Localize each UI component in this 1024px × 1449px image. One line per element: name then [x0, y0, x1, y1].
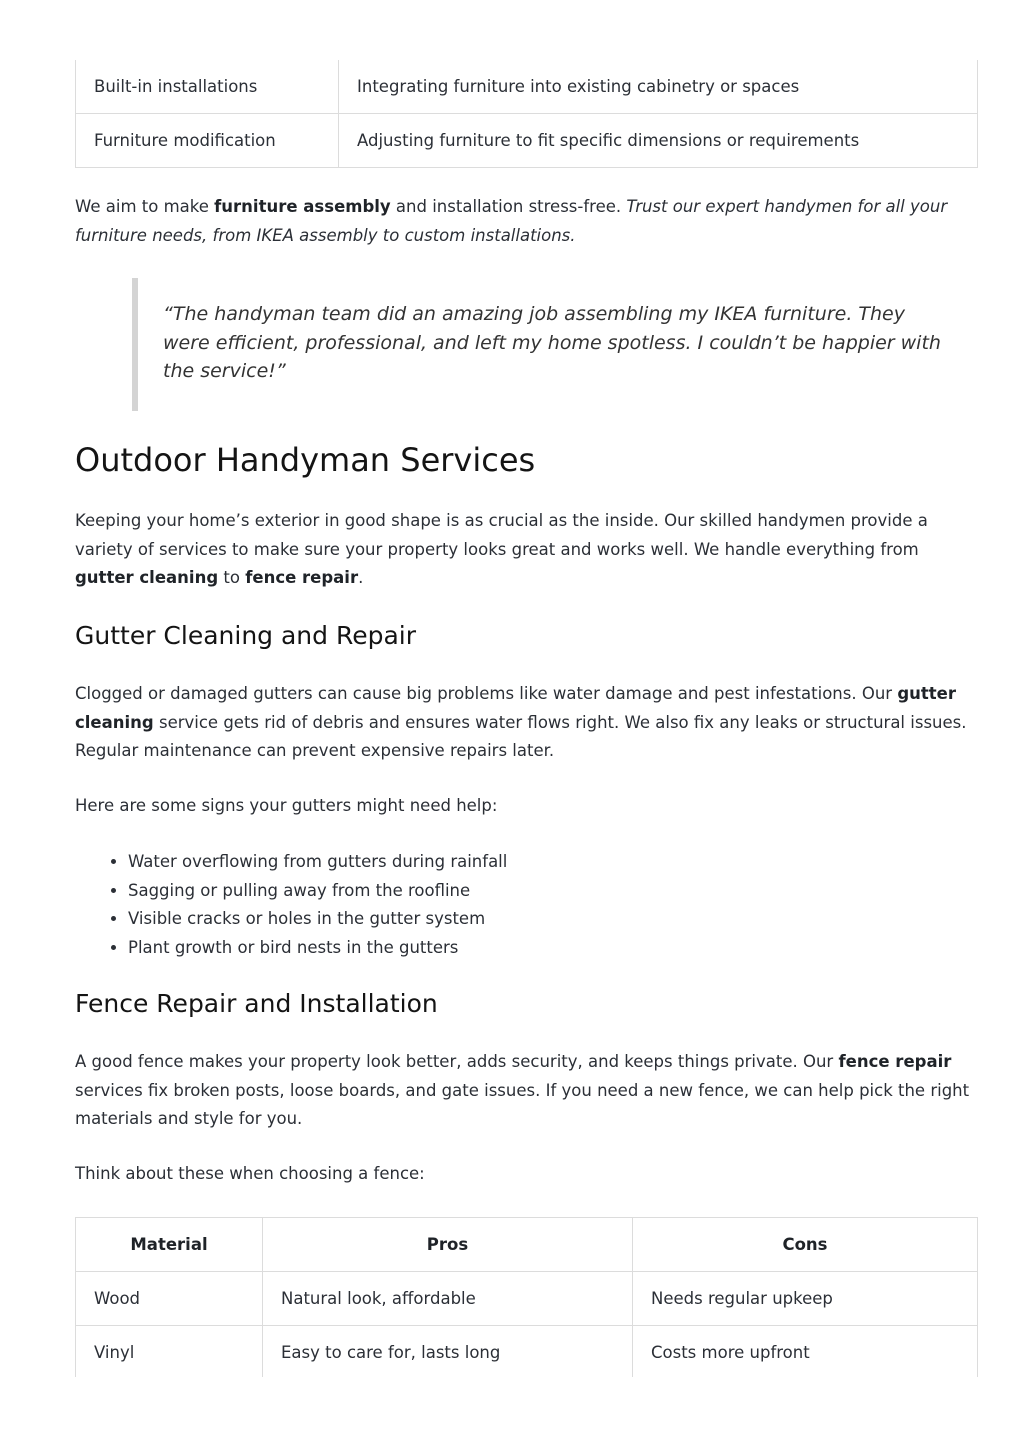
table-cell: Needs regular upkeep	[633, 1272, 978, 1326]
text-span: to	[218, 568, 246, 587]
table-cell: Adjusting furniture to fit specific dimensions or requirements	[339, 114, 978, 168]
list-item: • Visible cracks or holes in the gutter system	[128, 905, 507, 934]
text-span: and installation stress-free.	[390, 197, 627, 216]
fence-think-intro: Think about these when choosing a fence:	[75, 1164, 425, 1183]
table-cell: Natural look, affordable	[263, 1272, 633, 1326]
table-row	[76, 60, 978, 114]
section-heading-gutter: Gutter Cleaning and Repair	[75, 621, 417, 650]
text-span: Keeping your home’s exterior in good shape is as crucial as the inside. Our skilled handymen provide a variety of services to make sure your property looks great and works well. We handle everything from	[75, 511, 928, 559]
table-row	[76, 114, 978, 168]
table-row	[76, 1326, 978, 1380]
outdoor-paragraph	[75, 507, 978, 593]
section-heading-fence: Fence Repair and Installation	[75, 989, 438, 1018]
page-bottom-margin	[0, 1377, 1024, 1449]
bold-text: fence repair	[245, 568, 359, 587]
text-span: .	[358, 568, 364, 587]
column-header: Material	[76, 1218, 263, 1272]
column-header: Cons	[633, 1218, 978, 1272]
table-row	[76, 1272, 978, 1326]
bold-text: furniture assembly	[214, 197, 391, 216]
table-cell: Integrating furniture into existing cabinetry or spaces	[339, 60, 978, 114]
testimonial-quote	[132, 278, 953, 411]
table-cell: Vinyl	[76, 1326, 263, 1380]
fence-materials-table	[75, 1217, 978, 1379]
gutter-paragraph	[75, 680, 978, 766]
quote-text: “The handyman team did an amazing job assembling my IKEA furniture. They were efficient, professional, and left my home spotless. I couldn’t be happier with the service!”	[163, 303, 941, 382]
table-cell: Built-in installations	[76, 60, 339, 114]
list-item: • Water overflowing from gutters during rainfall	[128, 848, 507, 877]
bold-text: fence repair	[838, 1052, 952, 1071]
column-header: Pros	[263, 1218, 633, 1272]
gutter-signs-intro: Here are some signs your gutters might need help:	[75, 796, 498, 815]
furniture-services-table	[75, 60, 978, 168]
gutter-signs-list	[75, 848, 507, 962]
table-cell: Easy to care for, lasts long	[263, 1326, 633, 1380]
fence-paragraph	[75, 1048, 978, 1134]
section-heading-outdoor: Outdoor Handyman Services	[75, 441, 536, 479]
text-span: service gets rid of debris and ensures water flows right. We also fix any leaks or structural issues. Regular maintenance can prevent expensive repairs later.	[75, 712, 967, 760]
table-cell: Furniture modification	[76, 114, 339, 168]
list-item: • Plant growth or bird nests in the gutters	[128, 934, 507, 963]
text-span: Clogged or damaged gutters can cause big problems like water damage and pest infestations. Our	[75, 684, 898, 703]
text-span: We aim to make	[75, 197, 215, 216]
text-span: services fix broken posts, loose boards, and gate issues. If you need a new fence, we can help pick the right materials and style for you.	[75, 1080, 970, 1128]
list-item: • Sagging or pulling away from the roofline	[128, 877, 507, 906]
table-cell: Costs more upfront	[633, 1326, 978, 1380]
bold-text: gutter cleaning	[75, 684, 956, 732]
table-header-row	[76, 1218, 978, 1272]
table-cell: Wood	[76, 1272, 263, 1326]
text-span: A good fence makes your property look better, adds security, and keeps things private. Our	[75, 1052, 839, 1071]
intro-paragraph	[75, 193, 978, 250]
italic-text: Trust our expert handymen for all your furniture needs, from IKEA assembly to custom installations.	[75, 197, 948, 245]
bold-text: gutter cleaning	[75, 568, 219, 587]
